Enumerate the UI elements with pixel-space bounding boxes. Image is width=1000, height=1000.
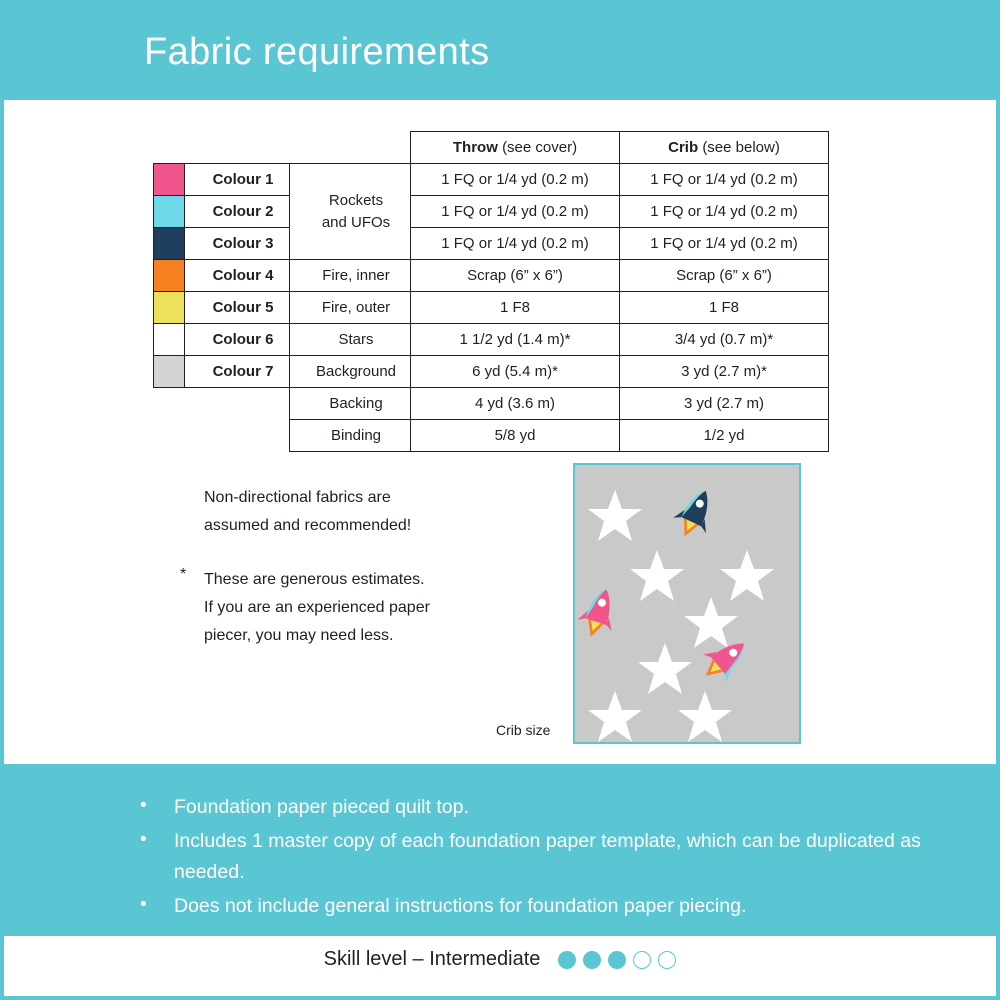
crib-qty-3: 1 FQ or 1/4 yd (0.2 m)	[620, 228, 829, 260]
note1-line1: Non-directional fabrics are	[204, 489, 391, 506]
throw-qty-binding: 5/8 yd	[411, 420, 620, 452]
crib-qty-2: 1 FQ or 1/4 yd (0.2 m)	[620, 196, 829, 228]
features-band	[4, 764, 996, 936]
colour-use-7: Background	[290, 356, 411, 388]
crib-qty-4: Scrap (6” x 6”)	[620, 260, 829, 292]
quilt-preview-caption: Crib size	[496, 722, 551, 738]
colour-name-1: Colour 1	[185, 164, 290, 196]
empty-swatch-backing	[154, 388, 185, 420]
header-crib-cell	[620, 132, 829, 164]
colour-use-backing: Backing	[290, 388, 411, 420]
header-name-cell	[185, 132, 290, 164]
list-item: • Includes 1 master copy of each foundation paper template, which can be duplicated as needed.	[134, 826, 934, 889]
rocket-icon-pink	[575, 584, 623, 643]
table-row	[154, 420, 829, 452]
empty-name-binding	[185, 420, 290, 452]
colour-swatch-7	[154, 356, 185, 388]
quilt-preview-svg	[575, 465, 799, 742]
list-item: • Foundation paper pieced quilt top.	[134, 792, 934, 824]
use-line-1: Rockets	[328, 191, 384, 209]
colour-name-2: Colour 2	[185, 196, 290, 228]
colour-name-7: Colour 7	[185, 356, 290, 388]
note-estimates	[204, 566, 504, 650]
note2-line2: If you are an experienced paper	[204, 599, 430, 616]
skill-dot-2	[583, 951, 601, 969]
features-list	[4, 764, 996, 922]
table-row	[154, 260, 829, 292]
crib-qty-backing: 3 yd (2.7 m)	[620, 388, 829, 420]
throw-qty-2: 1 FQ or 1/4 yd (0.2 m)	[411, 196, 620, 228]
skill-dot-4	[633, 951, 651, 969]
colour-name-3: Colour 3	[185, 228, 290, 260]
colour-swatch-1	[154, 164, 185, 196]
colour-use-5: Fire, outer	[290, 292, 411, 324]
table-row	[154, 388, 829, 420]
colour-use-4: Fire, inner	[290, 260, 411, 292]
header-throw-note: (see cover)	[502, 139, 578, 156]
note2-line1: These are generous estimates.	[204, 571, 425, 588]
throw-qty-4: Scrap (6” x 6”)	[411, 260, 620, 292]
colour-swatch-2	[154, 196, 185, 228]
list-item: • Does not include general instructions for foundation paper piecing.	[134, 891, 934, 923]
table-row	[154, 356, 829, 388]
skill-dot-5	[658, 951, 676, 969]
crib-qty-binding: 1/2 yd	[620, 420, 829, 452]
throw-qty-5: 1 F8	[411, 292, 620, 324]
table-row	[154, 164, 829, 196]
colour-name-5: Colour 5	[185, 292, 290, 324]
header-throw-strong: Throw	[452, 139, 498, 156]
table-row	[154, 292, 829, 324]
note-asterisk: *	[180, 566, 187, 583]
quilt-preview-image	[573, 463, 801, 744]
page-title: Fabric requirements	[144, 31, 490, 73]
empty-name-backing	[185, 388, 290, 420]
colour-swatch-4	[154, 260, 185, 292]
crib-qty-6: 3/4 yd (0.7 m)*	[620, 324, 829, 356]
header-crib-note: (see below)	[702, 139, 780, 156]
header-use-cell	[290, 132, 411, 164]
rocket-icon-dark	[668, 483, 722, 544]
colour-name-4: Colour 4	[185, 260, 290, 292]
empty-swatch-binding	[154, 420, 185, 452]
skill-level	[4, 948, 996, 971]
crib-qty-7: 3 yd (2.7 m)*	[620, 356, 829, 388]
table-row	[154, 196, 829, 228]
note-non-directional	[204, 484, 534, 562]
skill-level-label: Skill level – Intermediate	[323, 948, 541, 970]
table-row	[154, 228, 829, 260]
throw-qty-3: 1 FQ or 1/4 yd (0.2 m)	[411, 228, 620, 260]
header-throw-cell	[411, 132, 620, 164]
colour-use-binding: Binding	[290, 420, 411, 452]
throw-qty-1: 1 FQ or 1/4 yd (0.2 m)	[411, 164, 620, 196]
crib-qty-1: 1 FQ or 1/4 yd (0.2 m)	[620, 164, 829, 196]
skill-dot-3	[608, 951, 626, 969]
throw-qty-7: 6 yd (5.4 m)*	[411, 356, 620, 388]
colour-name-6: Colour 6	[185, 324, 290, 356]
skill-level-dots	[558, 951, 676, 969]
colour-swatch-6	[154, 324, 185, 356]
crib-qty-5: 1 F8	[620, 292, 829, 324]
header-crib-strong: Crib	[668, 139, 699, 156]
use-line-2: and UFOs	[321, 213, 391, 231]
colour-use-rockets-ufos	[290, 164, 411, 260]
throw-qty-6: 1 1/2 yd (1.4 m)*	[411, 324, 620, 356]
skill-dot-1	[558, 951, 576, 969]
stars-group	[588, 490, 774, 742]
table-header-row	[154, 132, 829, 164]
note2-line3: piecer, you may need less.	[204, 627, 394, 644]
fabric-requirements-table	[153, 131, 829, 452]
table-row	[154, 324, 829, 356]
header-swatch-cell	[154, 132, 185, 164]
colour-swatch-3	[154, 228, 185, 260]
colour-use-6: Stars	[290, 324, 411, 356]
page-header	[4, 4, 996, 100]
throw-qty-backing: 4 yd (3.6 m)	[411, 388, 620, 420]
note1-line2: assumed and recommended!	[204, 517, 412, 534]
colour-swatch-5	[154, 292, 185, 324]
